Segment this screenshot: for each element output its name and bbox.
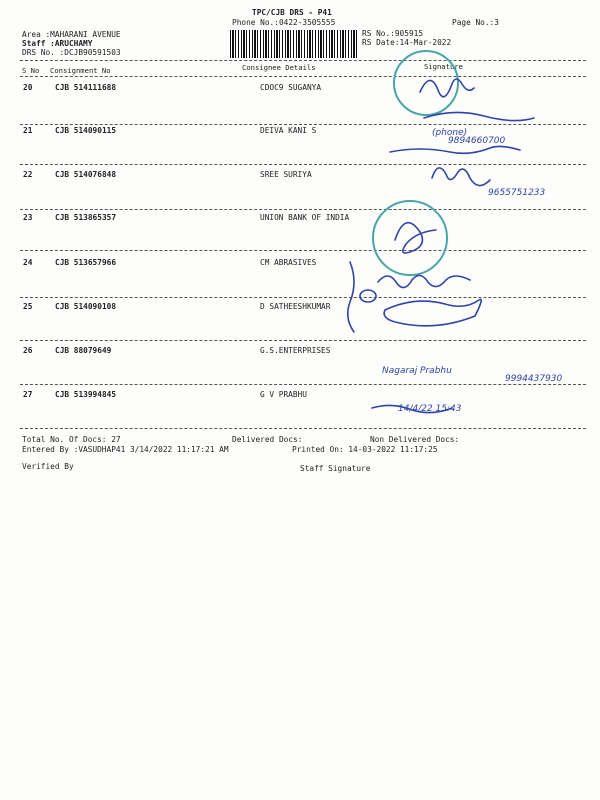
row-consignment: CJB 513657966 bbox=[55, 258, 117, 267]
rs-date: RS Date:14-Mar-2022 bbox=[362, 38, 452, 47]
row-sno: 20 bbox=[23, 83, 33, 92]
drs-number: DRS No. :DCJB90591503 bbox=[22, 48, 121, 57]
row-consignment: CJB 514090115 bbox=[55, 126, 117, 135]
row-consignment: CJB 514090108 bbox=[55, 302, 117, 311]
area-label: Area :MAHARANI AVENUE bbox=[22, 30, 121, 39]
entered-by: Entered By :VASUDHAP41 3/14/2022 11:17:21 AM bbox=[22, 445, 229, 454]
handwritten-number: 9994437930 bbox=[505, 374, 563, 384]
handwritten-date: 14/4/22 15:43 bbox=[398, 404, 462, 414]
row-sno: 21 bbox=[23, 126, 33, 135]
row-consignment: CJB 514111688 bbox=[55, 83, 117, 92]
row-consignment: CJB 513865357 bbox=[55, 213, 117, 222]
printed-on: Printed On: 14-03-2022 11:17:25 bbox=[292, 445, 438, 454]
row-consignment: CJB 513994845 bbox=[55, 390, 117, 399]
row-sno: 23 bbox=[23, 213, 33, 222]
row-consignment: CJB 514076848 bbox=[55, 170, 117, 179]
row-consignee: CM ABRASIVES bbox=[260, 258, 317, 267]
col-consignment: Consignment No bbox=[50, 66, 111, 75]
col-sno: S No bbox=[22, 66, 40, 75]
row-sno: 22 bbox=[23, 170, 33, 179]
row-consignee: SREE SURIYA bbox=[260, 170, 312, 179]
rs-number: RS No.:905915 bbox=[362, 29, 424, 38]
delivered-docs: Delivered Docs: bbox=[232, 435, 303, 444]
staff-label: Staff :ARUCHAMY bbox=[22, 39, 93, 48]
total-docs: Total No. Of Docs: 27 bbox=[22, 435, 121, 444]
row-consignee: D SATHEESHKUMAR bbox=[260, 302, 331, 311]
verified-by: Verified By bbox=[22, 462, 74, 471]
row-consignment: CJB 88079649 bbox=[55, 346, 112, 355]
col-consignee: Consignee Details bbox=[242, 63, 316, 72]
handwritten-number: 9894660700 bbox=[448, 136, 506, 146]
row-consignee: UNION BANK OF INDIA bbox=[260, 213, 350, 222]
row-consignee: G V PRABHU bbox=[260, 390, 307, 399]
row-consignee: G.S.ENTERPRISES bbox=[260, 346, 331, 355]
handwritten-phone-note: (phone) bbox=[432, 128, 468, 138]
phone-number: Phone No.:0422-3505555 bbox=[232, 18, 336, 27]
handwritten-number: 9655751233 bbox=[488, 188, 546, 198]
row-sno: 26 bbox=[23, 346, 33, 355]
col-signature: Signature bbox=[424, 62, 463, 71]
row-sno: 25 bbox=[23, 302, 33, 311]
page-number: Page No.:3 bbox=[452, 18, 499, 27]
row-sno: 24 bbox=[23, 258, 33, 267]
handwritten-name: Nagaraj Prabhu bbox=[382, 366, 452, 376]
row-consignee: CDOC9 SUGANYA bbox=[260, 83, 322, 92]
non-delivered-docs: Non Delivered Docs: bbox=[370, 435, 460, 444]
staff-signature: Staff Signature bbox=[300, 464, 371, 473]
report-title: TPC/CJB DRS - P41 bbox=[252, 8, 332, 17]
row-sno: 27 bbox=[23, 390, 33, 399]
row-consignee: DEIVA KANI S bbox=[260, 126, 317, 135]
